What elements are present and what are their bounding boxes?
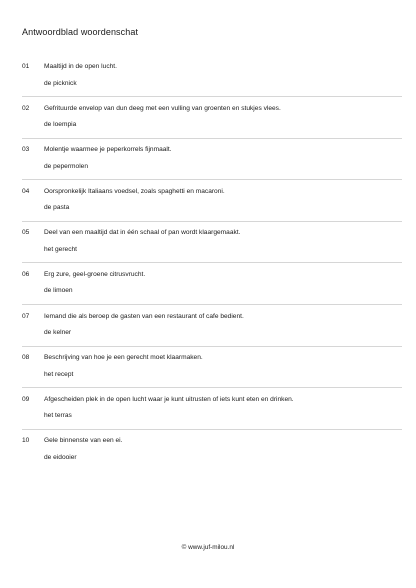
list-item bbox=[22, 187, 402, 229]
list-item bbox=[22, 62, 402, 104]
item-question: Maaltijd in de open lucht. bbox=[44, 63, 117, 70]
item-number: 05 bbox=[22, 229, 30, 237]
item-answer: het gerecht bbox=[44, 245, 77, 253]
list-item bbox=[22, 104, 402, 146]
item-answer: de loempia bbox=[44, 121, 77, 129]
list-item bbox=[22, 395, 402, 437]
page-title: Antwoordblad woordenschat bbox=[22, 27, 139, 37]
list-item bbox=[22, 312, 402, 354]
divider bbox=[22, 96, 402, 97]
item-answer: de pasta bbox=[44, 204, 70, 212]
item-answer: het terras bbox=[44, 412, 72, 420]
item-question: Molentje waarmee je peperkorrels fijnmaalt. bbox=[44, 146, 172, 154]
answer-list bbox=[22, 62, 402, 478]
item-number: 06 bbox=[22, 270, 30, 278]
item-question: Iemand die als beroep de gasten van een restaurant of cafe bedient. bbox=[44, 312, 244, 320]
divider bbox=[22, 429, 402, 430]
item-number: 09 bbox=[22, 395, 30, 403]
item-answer: de pepermolen bbox=[44, 162, 88, 170]
item-number: 03 bbox=[22, 146, 30, 154]
divider bbox=[22, 346, 402, 347]
item-question: Erg zure, geel-groene citrusvrucht. bbox=[44, 270, 146, 278]
divider bbox=[22, 138, 402, 139]
list-item bbox=[22, 145, 402, 187]
item-answer: de picknick bbox=[44, 79, 77, 87]
item-question: Gele binnenste van een ei. bbox=[44, 437, 123, 445]
item-answer: het recept bbox=[44, 370, 74, 378]
item-question: Deel van een maaltijd dat in één schaal of pan wordt klaargemaakt. bbox=[44, 229, 241, 237]
item-number: 01 bbox=[22, 63, 30, 70]
divider bbox=[22, 179, 402, 180]
divider bbox=[22, 221, 402, 222]
item-answer: de kelner bbox=[44, 329, 72, 337]
item-question: Afgescheiden plek in de open lucht waar je kunt uitrusten of iets kunt eten en drinken. bbox=[44, 395, 294, 403]
item-number: 02 bbox=[22, 104, 30, 112]
item-number: 08 bbox=[22, 354, 30, 362]
list-item bbox=[22, 228, 402, 270]
list-item bbox=[22, 436, 402, 478]
list-item bbox=[22, 270, 402, 312]
item-number: 10 bbox=[22, 437, 30, 445]
divider bbox=[22, 304, 402, 305]
item-answer: de eidooier bbox=[44, 453, 77, 461]
divider bbox=[22, 387, 402, 388]
item-number: 07 bbox=[22, 312, 30, 320]
divider bbox=[22, 262, 402, 263]
item-question: Beschrijving van hoe je een gerecht moet klaarmaken. bbox=[44, 354, 203, 362]
item-answer: de limoen bbox=[44, 287, 73, 295]
item-question: Oorspronkelijk Italiaans voedsel, zoals spaghetti en macaroni. bbox=[44, 187, 225, 195]
footer-copyright: © www.juf-milou.nl bbox=[181, 544, 235, 551]
item-question: Gefrituurde envelop van dun deeg met een vulling van groenten en stukjes vlees. bbox=[44, 104, 281, 112]
list-item bbox=[22, 353, 402, 395]
item-number: 04 bbox=[22, 187, 30, 195]
